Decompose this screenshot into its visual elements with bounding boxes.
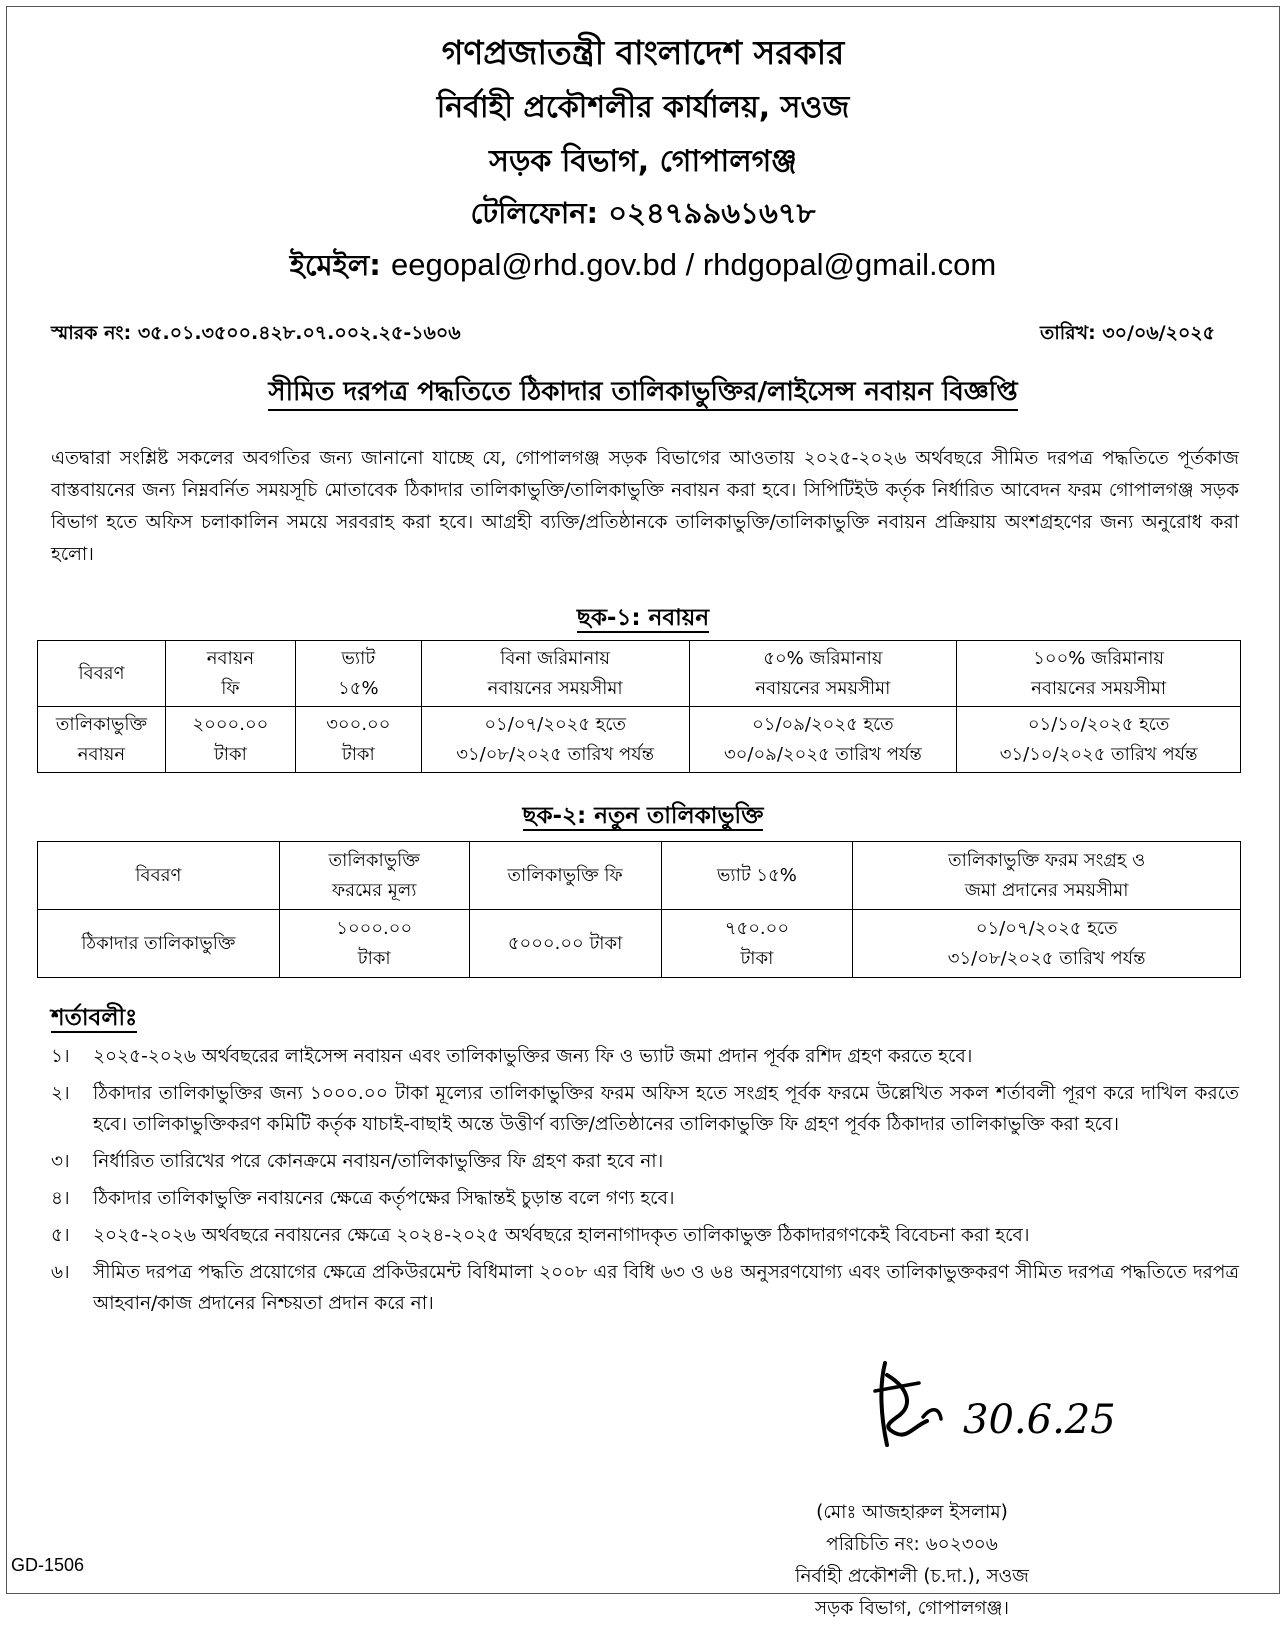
handwritten-signature: [867, 1347, 1127, 1457]
table2-title: [7, 797, 1279, 836]
header-cell: ভ্যাট ১৫%: [661, 842, 853, 910]
term-text: ২০২৫-২০২৬ অর্থবছরে নবায়নের ক্ষেত্রে ২০২৪-২০২৫ অর্থবছরে হালনাগাদকৃত তালিকাভুক্ত ঠিকাদারগণকেই বিবেচনা করা হবে।: [93, 1225, 1030, 1246]
term-number: ৬।: [51, 1262, 70, 1283]
term-text: ২০২৫-২০২৬ অর্থবছরের লাইসেন্স নবায়ন এবং তালিকাভুক্তির জন্য ফি ও ভ্যাট জমা প্রদান পূর্বক রশিদ গ্রহণ করতে হবে।: [93, 1046, 973, 1067]
memo-number: স্মারক নং: ৩৫.০১.৩৫০০.৪২৮.০৭.০০২.২৫-১৬০৬: [51, 322, 461, 344]
term-number: ৩।: [51, 1151, 70, 1172]
header-cell: বিবরণ: [38, 842, 280, 910]
list-item: [51, 1257, 1239, 1319]
terms-title: [51, 999, 137, 1038]
notice-page: [6, 6, 1280, 1619]
notice-title-text: সীমিত দরপত্র পদ্ধতিতে ঠিকাদার তালিকাভুক্তির/লাইসেন্স নবায়ন বিজ্ঞপ্তি: [268, 377, 1017, 411]
notice-title: [7, 371, 1279, 415]
new-enlistment-table: [37, 841, 1241, 978]
table-cell: ০১/০৯/২০২৫ হতে ৩০/০৯/২০২৫ তারিখ পর্যন্ত: [689, 707, 957, 773]
term-number: ৫।: [51, 1225, 70, 1246]
table-cell: তালিকাভুক্তি নবায়ন: [38, 707, 166, 773]
signatory-block: [747, 1497, 1077, 1625]
phone-label: টেলিফোন:: [470, 196, 599, 230]
footer-code: GD-1506: [11, 1555, 85, 1575]
table-cell: ০১/০৭/২০২৫ হতে ৩১/০৮/২০২৫ তারিখ পর্যন্ত: [853, 910, 1241, 978]
table1-title-text: ছক-১: নবায়ন: [576, 605, 710, 631]
header-cell: তালিকাভুক্তি ফরম সংগ্রহ ও জমা প্রদানের সময়সীমা: [853, 842, 1241, 910]
office-name: নির্বাহী প্রকৌশলীর কার্যালয়, সওজ: [436, 90, 850, 125]
term-text: সীমিত দরপত্র পদ্ধতি প্রয়োগের ক্ষেত্রে প্রকিউরমেন্ট বিধিমালা ২০০৮ এর বিধি ৬৩ ও ৬৪ অনুসরণযোগ্য এবং তালিকাভুক্তকরণ সীমিত দরপত্র পদ্ধতিতে দরপত্র আহবান/কাজ প্রদানের নিশ্চয়তা প্রদান করে না।: [93, 1262, 1239, 1314]
term-number: ২।: [51, 1083, 70, 1104]
table-header-row: [38, 842, 1241, 910]
table-header-row: [38, 641, 1241, 707]
table-cell: ০১/০৭/২০২৫ হতে ৩১/০৮/২০২৫ তারিখ পর্যন্ত: [421, 707, 689, 773]
notice-date: তারিখ: ৩০/০৬/২০২৫: [1039, 322, 1215, 344]
terms-title-text: শর্তাবলীঃ: [51, 1005, 138, 1031]
table2-title-text: ছক-২: নতুন তালিকাভুক্তি: [522, 803, 764, 829]
government-name: গণপ্রজাতন্ত্রী বাংলাদেশ সরকার: [441, 33, 845, 72]
term-number: ৪।: [51, 1188, 70, 1209]
table-cell: ০১/১০/২০২৫ হতে ৩১/১০/২০২৫ তারিখ পর্যন্ত: [957, 707, 1241, 773]
list-item: [51, 1041, 1239, 1072]
email-address: eegopal@rhd.gov.bd / rhdgopal@gmail.com: [391, 247, 997, 282]
signatory-id: পরিচিতি নং: ৬০২৩০৬: [826, 1534, 998, 1555]
table-row: [38, 707, 1241, 773]
table-cell: ৩০০.০০ টাকা: [295, 707, 421, 773]
list-item: [51, 1220, 1239, 1251]
table-row: [38, 910, 1241, 978]
phone-line: [7, 191, 1279, 240]
division-name: সড়ক বিভাগ, গোপালগঞ্জ: [489, 144, 797, 179]
header-cell: ১০০% জরিমানায় নবায়নের সময়সীমা: [957, 641, 1241, 707]
term-text: নির্ধারিত তারিখের পরে কোনক্রমে নবায়ন/তালিকাভুক্তির ফি গ্রহণ করা হবে না।: [93, 1151, 664, 1172]
signature-date: 30.6.25: [963, 1397, 1116, 1443]
term-text: ঠিকাদার তালিকাভুক্তির জন্য ১০০০.০০ টাকা মূল্যের তালিকাভুক্তির ফরম অফিস হতে সংগ্রহ পূর্বক ফরমে উল্লেখিত সকল শর্তাবলী পূরণ করে দাখিল করতে হবে। তালিকাভুক্তিকরণ কমিটি কর্তৃক যাচাই-বাছাই অন্তে উত্তীর্ণ ব্যক্তি/প্রতিষ্ঠানের তালিকাভুক্তি ফি গ্রহণ পূর্বক ঠিকাদার তালিকাভুক্তি করা হবে।: [93, 1083, 1239, 1135]
signatory-designation: নির্বাহী প্রকৌশলী (চ.দা.), সওজ: [795, 1566, 1029, 1587]
header-cell: নবায়ন ফি: [165, 641, 295, 707]
terms-list: [51, 1041, 1239, 1325]
header-cell: তালিকাভুক্তি ফি: [469, 842, 661, 910]
email-line: [7, 243, 1279, 292]
header-cell: ভ্যাট ১৫%: [295, 641, 421, 707]
header-cell: বিবরণ: [38, 641, 166, 707]
table-cell: ৭৫০.০০ টাকা: [661, 910, 853, 978]
table1-title: [7, 599, 1279, 638]
header-cell: তালিকাভুক্তি ফরমের মূল্য: [279, 842, 469, 910]
list-item: [51, 1146, 1239, 1177]
intro-paragraph: এতদ্বারা সংশ্লিষ্ট সকলের অবগতির জন্য জানানো যাচ্ছে যে, গোপালগঞ্জ সড়ক বিভাগের আওতায় ২০২৫-২০২৬ অর্থবছরে সীমিত দরপত্র পদ্ধতিতে পূর্তকাজ বাস্তবায়নের জন্য নিম্নবর্নিত সময়সূচি মোতাবেক ঠিকাদার তালিকাভুক্তি/তালিকাভুক্তি নবায়ন করা হবে। সিপিটিইউ কর্তৃক নির্ধারিত আবেদন ফরম গোপালগঞ্জ সড়ক বিভাগ হতে অফিস চলাকালিন সময়ে সরবরাহ করা হবে। আগ্রহী ব্যক্তি/প্রতিষ্ঠানকে তালিকাভুক্তি/তালিকাভুক্তি নবায়ন প্রক্রিয়ায় অংশগ্রহণের জন্য অনুরোধ করা হলো।: [51, 448, 1239, 565]
phone-number: ০২৪৭৯৯৬১৬৭৮: [608, 196, 816, 230]
list-item: [51, 1078, 1239, 1140]
table-cell: ১০০০.০০ টাকা: [279, 910, 469, 978]
list-item: [51, 1183, 1239, 1214]
term-text: ঠিকাদার তালিকাভুক্তি নবায়নের ক্ষেত্রে কর্তৃপক্ষের সিদ্ধান্তই চুড়ান্ত বলে গণ্য হবে।: [93, 1188, 675, 1209]
table-cell: ঠিকাদার তালিকাভুক্তি: [38, 910, 280, 978]
email-label: ইমেইল:: [289, 248, 381, 282]
header-cell: বিনা জরিমানায় নবায়নের সময়সীমা: [421, 641, 689, 707]
term-number: ১।: [51, 1046, 70, 1067]
header-cell: ৫০% জরিমানায় নবায়নের সময়সীমা: [689, 641, 957, 707]
table-cell: ২০০০.০০ টাকা: [165, 707, 295, 773]
table-cell: ৫০০০.০০ টাকা: [469, 910, 661, 978]
signatory-office: সড়ক বিভাগ, গোপালগঞ্জ।: [814, 1598, 1010, 1619]
signatory-name: (মোঃ আজহারুল ইসলাম): [816, 1502, 1008, 1523]
renewal-table: [37, 640, 1241, 773]
